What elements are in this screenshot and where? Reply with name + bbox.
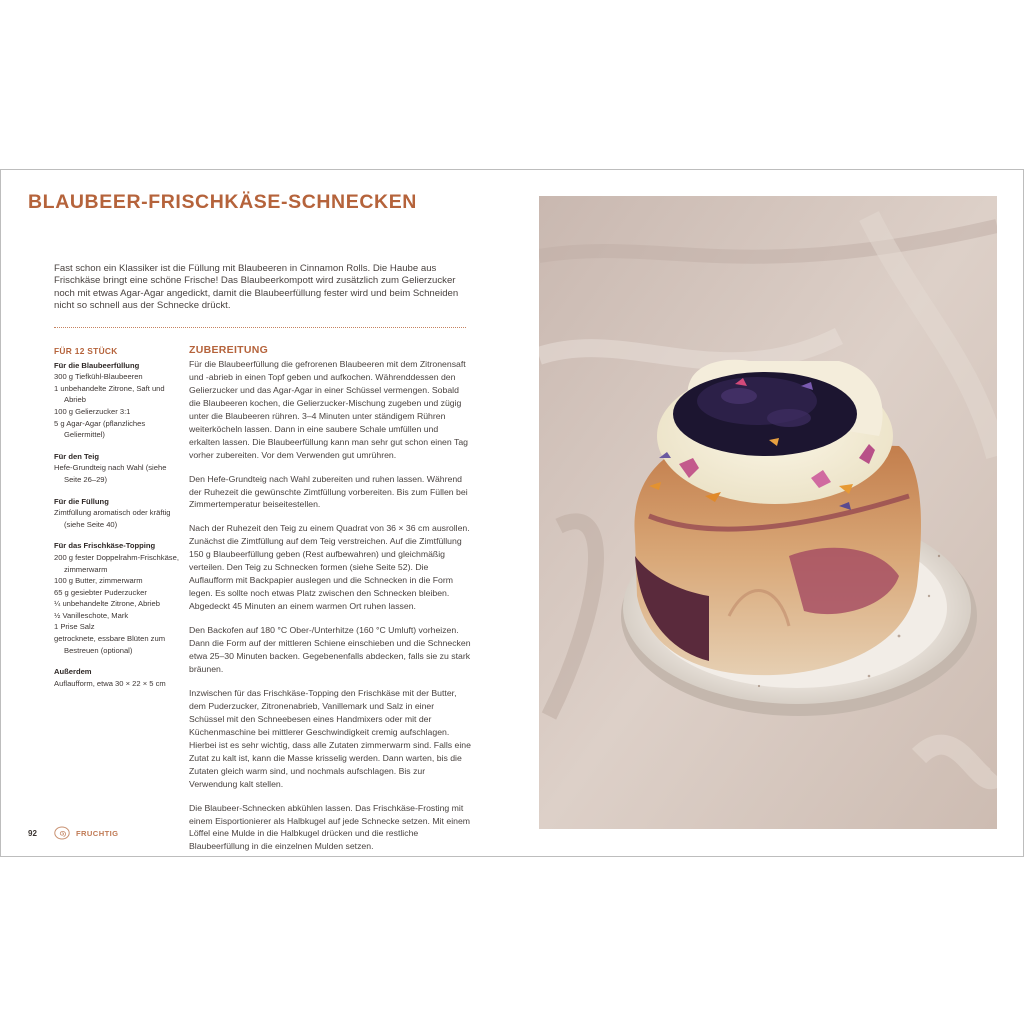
ingredient-groups [54, 360, 180, 690]
preparation-step: Für die Blaubeerfüllung die gefrorenen Blaubeeren mit dem Zitronensaft und -abrieb in einen Topf geben und aufkochen. Währenddessen den Gelierzucker und das Agar-Agar in einer Schüssel vermengen. Sobald die Blaubeeren kochen, die Gelierzucker-Mischung zugeben und zügig unter die Blaubeeren rühren. 3–4 Minuten unter ständigem Rühren weiterköcheln lassen. Dann in eine saubere Schale umfüllen und erkalten lassen. Die Blaubeerfüllung kann man sehr gut schon einen Tag vorher zubereiten. Vor dem Verwenden gut umrühren. [189, 358, 468, 460]
preparation-step: Die Blaubeer-Schnecken abkühlen lassen. Das Frischkäse-Frosting mit einem Eisportionierer als Halbkugel auf jede Schnecke setzen. Mit einem Löffel eine Mulde in die Halbkugel drücken und die restliche Blaubeerfüllung in die einzelnen Mulden setzen. [189, 802, 471, 852]
ingredient-item: 300 g Tiefkühl-Blaubeeren [54, 372, 143, 382]
divider [54, 327, 466, 328]
ingredient-item: 1 unbehandelte Zitrone, Saft und Abrieb [54, 383, 165, 405]
ingredient-item: 1 Prise Salz [54, 622, 95, 632]
ingredient-group [54, 360, 180, 441]
preparation-step: Den Backofen auf 180 °C Ober-/Unterhitze (160 °C Umluft) vorheizen. Dann die Form auf der mittleren Schiene einschieben und die Schnecken etwa 25–30 Minuten backen. Gegebenenfalls abdecken, falls sie zu stark bräunen. [189, 625, 471, 674]
preparation-steps [189, 358, 471, 853]
ingredient-group [54, 540, 180, 656]
ingredient-item: getrocknete, essbare Blüten zum Bestreuen (optional) [54, 634, 166, 655]
ingredient-item: Auflaufform, etwa 30 × 22 × 5 cm [54, 678, 166, 688]
bun-icon [54, 826, 70, 840]
recipe-photo [539, 196, 997, 829]
ingredient-item: Hefe-Grundteig nach Wahl (siehe Seite 26–29) [54, 463, 167, 484]
ingredient-item: ¼ unbehandelte Zitrone, Abrieb [54, 599, 160, 609]
ingredient-item: 5 g Agar-Agar (pflanzliches Geliermittel) [54, 418, 146, 440]
ingredient-group-title: Für die Blaubeerfüllung [54, 360, 140, 370]
ingredient-group [54, 451, 180, 486]
recipe-intro: Fast schon ein Klassiker ist die Füllung mit Blaubeeren in Cinnamon Rolls. Die Haube aus Frischkäse bringt eine schöne Frische! Das Blaubeerkompott wird zusätzlich zum Gelierzucker noch mit etwas Agar-Agar angedickt, damit die Blaubeerfüllung fester wird und beim Schneiden nicht so schnell aus der Schnecke drückt. [54, 263, 459, 312]
ingredient-item: 65 g gesiebter Puderzucker [54, 587, 147, 597]
ingredient-group-title: Für das Frischkäse-Topping [54, 541, 156, 551]
preparation-step: Inzwischen für das Frischkäse-Topping den Frischkäse mit der Butter, dem Puderzucker, Zitronenabrieb, Vanillemark und Salz in einer Schüssel mit den Schneebesen eines Handmixers oder mit der Küchenmaschine bei mittlerer Geschwindigkeit cremig aufschlagen. Hierbei ist es sehr wichtig, dass alle Zutaten zimmerwarm sind. Falls eine Zutat zu kalt ist, kann die Masse krisselig werden. Dann warten, bis die Zutaten gleich warm sind, und nochmals aufschlagen. Bis zur Verwendung kalt stellen. [189, 687, 471, 789]
cinnamon-roll-photo [539, 196, 997, 829]
preparation-step: Den Hefe-Grundteig nach Wahl zubereiten und ruhen lassen. Während der Ruhezeit die gewünschte Zimtfüllung vorbereiten. Bis zum Füllen bei Zimmertemperatur beiseitestellen. [189, 473, 468, 510]
recipe-title: BLAUBEER-FRISCHKÄSE-SCHNECKEN [28, 191, 417, 213]
ingredient-item: ½ Vanilleschote, Mark [54, 610, 129, 620]
ingredients-heading: FÜR 12 STÜCK [54, 346, 118, 356]
ingredient-item: 100 g Butter, zimmerwarm [54, 576, 143, 586]
preparation-step: Nach der Ruhezeit den Teig zu einem Quadrat von 36 × 36 cm ausrollen. Zunächst die Zimtfüllung auf dem Teig verstreichen. Auf die Zimtfüllung 150 g Blaubeerfüllung geben (Rest aufbewahren) und gleichmäßig verteilen. Den Teig zu Schnecken formen (siehe Seite 52). Die Auflaufform mit Backpapier auslegen und die Schnecken in die Form legen. Es sollte noch etwas Platz zwischen den Schnecken bleiben. Abgedeckt 45 Minuten an einem warmen Ort ruhen lassen. [189, 523, 470, 612]
ingredient-item: 200 g fester Doppelrahm-Frischkäse, zimmerwarm [54, 552, 179, 574]
ingredients-column [54, 346, 180, 699]
ingredient-item: 100 g Gelierzucker 3:1 [54, 406, 131, 416]
ingredient-group [54, 496, 180, 531]
preparation-heading: ZUBEREITUNG [189, 344, 269, 356]
ingredient-group-title: Für die Füllung [54, 496, 109, 506]
preparation-column [189, 344, 471, 864]
page-number: 92 [28, 829, 37, 838]
ingredient-group-title: Außerdem [54, 667, 92, 677]
ingredient-item: Zimtfüllung aromatisch oder kräftig (siehe Seite 40) [54, 508, 171, 529]
ingredient-group-title: Für den Teig [54, 451, 99, 461]
ingredient-group [54, 666, 180, 689]
section-label: FRUCHTIG [76, 829, 119, 838]
